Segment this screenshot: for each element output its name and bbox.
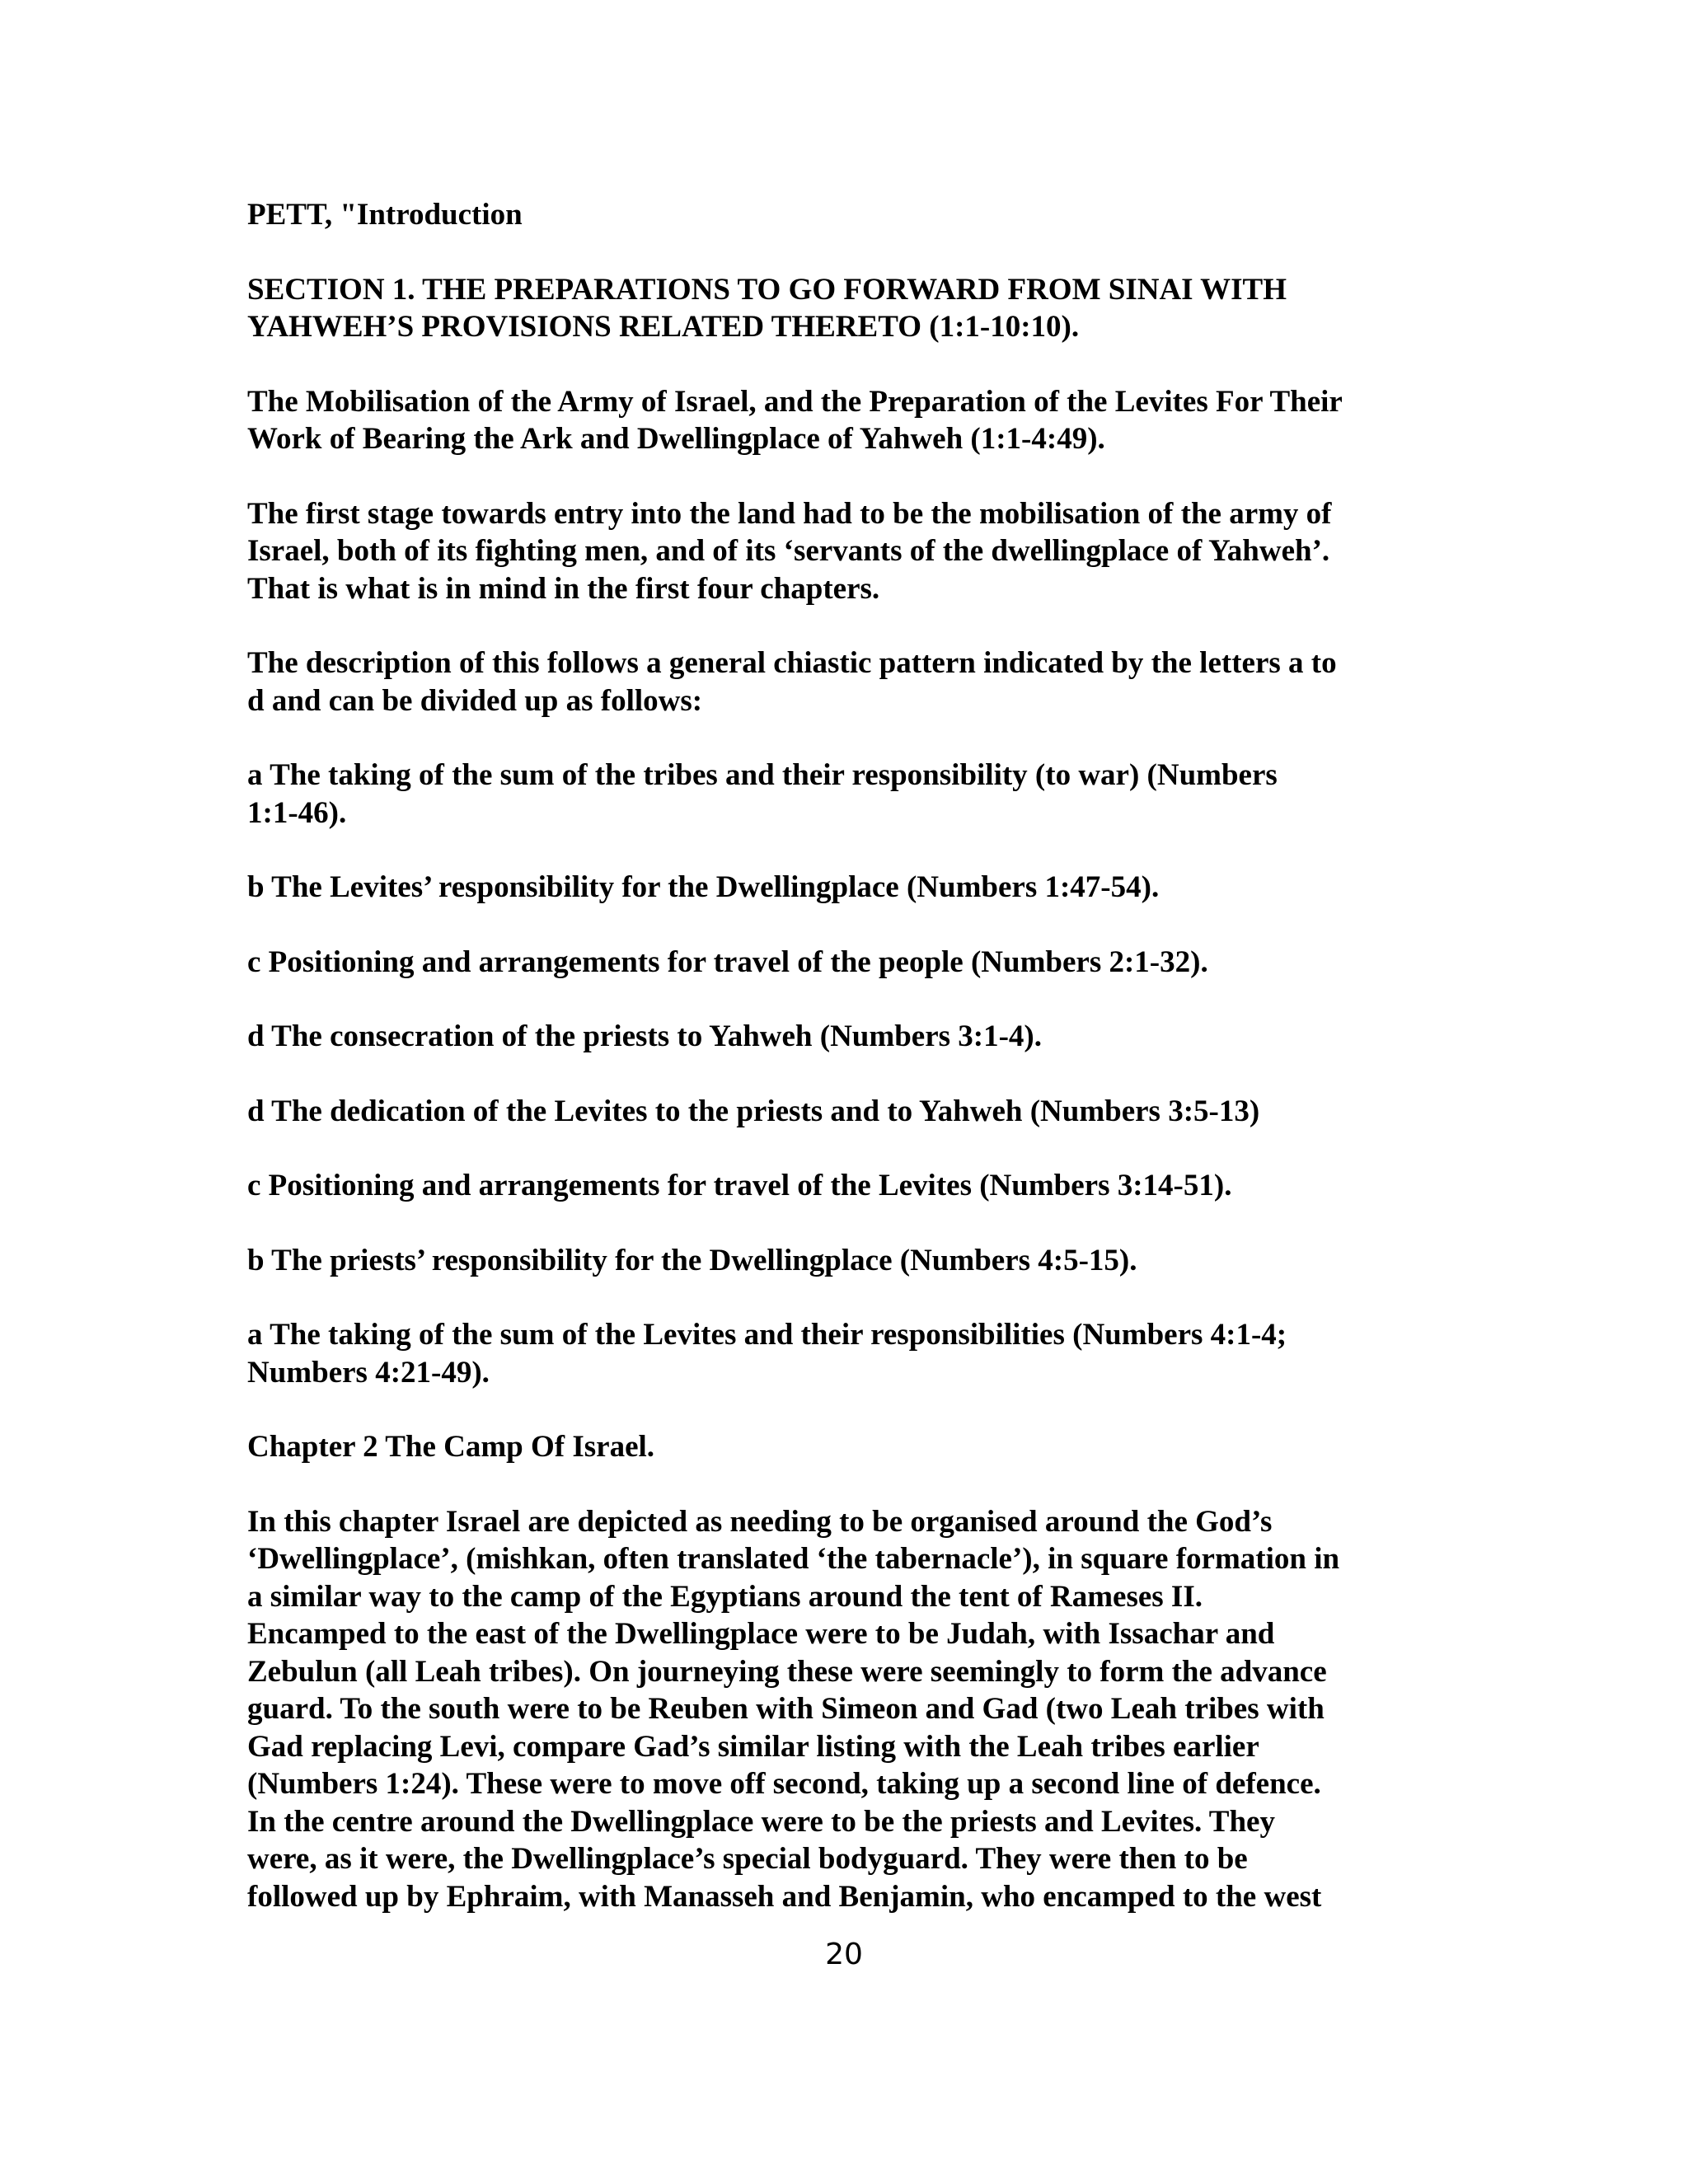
paragraph-line: were, as it were, the Dwellingplace’s special bodyguard. They were then to be — [247, 1842, 1248, 1876]
chiasm-line: Numbers 4:21-49). — [247, 1355, 490, 1390]
chiasm-item-c2 — [247, 1167, 1467, 1205]
chapter-heading — [247, 1428, 1467, 1466]
chiasm-line: a The taking of the sum of the tribes and their responsibility (to war) (Numbers — [247, 758, 1278, 792]
paragraph-line: Israel, both of its fighting men, and of its ‘servants of the dwellingplace of Yahweh’. — [247, 534, 1330, 568]
chiasm-line: 1:1-46). — [247, 795, 347, 830]
chiasm-line: d The consecration of the priests to Yahweh (Numbers 3:1-4). — [247, 1019, 1042, 1053]
chiasm-line: c Positioning and arrangements for travel of the people (Numbers 2:1-32). — [247, 944, 1208, 979]
paragraph-line: a similar way to the camp of the Egyptians around the tent of Rameses II. — [247, 1579, 1203, 1614]
paragraph-line: ‘Dwellingplace’, (mishkan, often translated ‘the tabernacle’), in square formation in — [247, 1542, 1340, 1576]
chiasm-item-c1 — [247, 944, 1467, 982]
subsection-title-line: Work of Bearing the Ark and Dwellingplace of Yahweh (1:1-4:49). — [247, 422, 1105, 456]
chiasm-item-b1 — [247, 869, 1467, 907]
section-title-line: SECTION 1. THE PREPARATIONS TO GO FORWARD FROM SINAI WITH — [247, 272, 1287, 307]
paragraph-line: Encamped to the east of the Dwellingplace were to be Judah, with Issachar and — [247, 1617, 1275, 1651]
document-heading — [247, 196, 1467, 234]
subsection-title-line: The Mobilisation of the Army of Israel, and the Preparation of the Levites For Their — [247, 384, 1343, 419]
chapter-paragraph — [247, 1503, 1467, 1916]
chiasm-line: b The priests’ responsibility for the Dwellingplace (Numbers 4:5-15). — [247, 1243, 1137, 1277]
paragraph-line: The description of this follows a general chiastic pattern indicated by the letters a to — [247, 646, 1337, 680]
text-column — [247, 196, 1467, 1952]
paragraph-line: (Numbers 1:24). These were to move off second, taking up a second line of defence. — [247, 1767, 1321, 1801]
page-number: 20 — [825, 1938, 863, 1971]
paragraph-line: Gad replacing Levi, compare Gad’s similar listing with the Leah tribes earlier — [247, 1729, 1259, 1764]
paragraph-line: Zebulun (all Leah tribes). On journeying these were seemingly to form the advance — [247, 1654, 1327, 1689]
chiasm-line: b The Levites’ responsibility for the Dwellingplace (Numbers 1:47-54). — [247, 870, 1160, 904]
paragraph-line: d and can be divided up as follows: — [247, 683, 703, 718]
chiasm-line: a The taking of the sum of the Levites and their responsibilities (Numbers 4:1-4; — [247, 1318, 1287, 1352]
chiasm-line: d The dedication of the Levites to the priests and to Yahweh (Numbers 3:5-13) — [247, 1094, 1260, 1128]
chiasm-item-a2 — [247, 1316, 1467, 1391]
paragraph-line: The first stage towards entry into the land had to be the mobilisation of the army of — [247, 496, 1332, 531]
chiasm-item-d2 — [247, 1093, 1467, 1131]
paragraph-line: followed up by Ephraim, with Manasseh and Benjamin, who encamped to the west — [247, 1879, 1322, 1914]
paragraph-line: That is what is in mind in the first four chapters. — [247, 571, 880, 606]
section-title — [247, 271, 1467, 346]
intro-paragraph — [247, 495, 1467, 608]
section-title-line: YAHWEH’S PROVISIONS RELATED THERETO (1:1-10:10). — [247, 310, 1080, 344]
chiasm-item-b2 — [247, 1242, 1467, 1280]
paragraph-line: guard. To the south were to be Reuben with Simeon and Gad (two Leah tribes with — [247, 1692, 1325, 1726]
paragraph-line: In the centre around the Dwellingplace were to be the priests and Levites. They — [247, 1804, 1275, 1839]
chiasm-item-d1 — [247, 1018, 1467, 1056]
subsection-title — [247, 383, 1467, 458]
paragraph-line: In this chapter Israel are depicted as needing to be organised around the God’s — [247, 1504, 1273, 1539]
heading-line: PETT, "Introduction — [247, 198, 523, 232]
chiasm-line: c Positioning and arrangements for travel of the Levites (Numbers 3:14-51). — [247, 1169, 1232, 1202]
chiasm-item-a1 — [247, 757, 1467, 832]
chapter-heading-line: Chapter 2 The Camp Of Israel. — [247, 1430, 655, 1464]
pattern-paragraph — [247, 644, 1467, 719]
